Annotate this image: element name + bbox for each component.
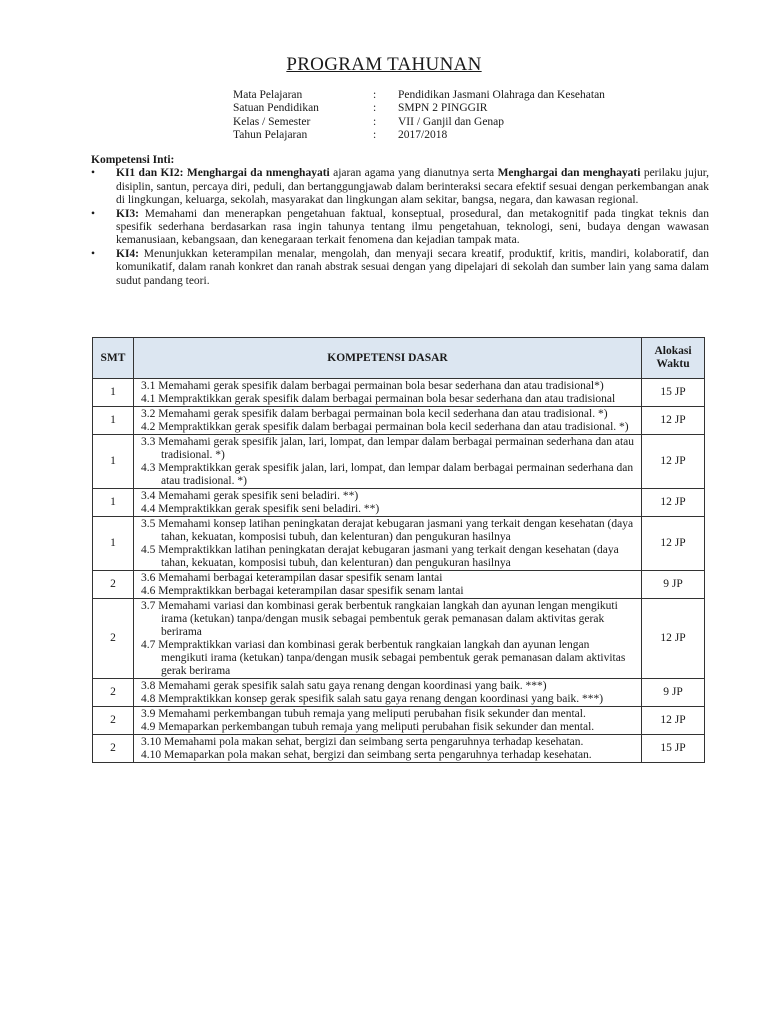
identity-colon: :: [373, 128, 377, 141]
identity-label: Kelas / Semester: [233, 115, 311, 128]
table-row: [93, 735, 705, 763]
header-kompetensi-dasar: KOMPETENSI DASAR: [134, 338, 642, 379]
identity-value: Pendidikan Jasmani Olahraga dan Kesehatan: [398, 89, 605, 101]
kompetensi-dasar-item: 3.5 Memahami konsep latihan peningkatan derajat kebugaran jasmani yang terkait dengan kesehatan (daya tahan, kekuatan, komposisi tubuh, dan kelenturan) dan pengukuran hasilnya: [141, 518, 634, 543]
kompetensi-dasar-cell: [134, 379, 642, 407]
semester-cell: 1: [93, 379, 134, 407]
semester-cell: 2: [93, 599, 134, 679]
ki-text: ajaran agama yang dianutnya serta: [329, 167, 498, 180]
ki-text: KI1 dan KI2: Menghargai da nmenghayati: [116, 167, 330, 180]
kompetensi-dasar-cell: [134, 679, 642, 707]
ki-text: Menghargai dan menghayati: [497, 167, 641, 180]
kompetensi-dasar-item: 4.9 Memaparkan perkembangan tubuh remaja yang meliputi perubahan fisik sekunder dan mental.: [141, 721, 595, 733]
kompetensi-dasar-item: 4.2 Mempraktikkan gerak spesifik dalam berbagai permainan bola kecil sederhana dan atau tradisional. *): [141, 421, 629, 433]
page-title: PROGRAM TAHUNAN: [286, 54, 482, 75]
identity-colon: :: [373, 115, 377, 128]
identity-value: VII / Ganjil dan Genap: [398, 115, 505, 128]
identity-row: [233, 89, 605, 102]
table-row: [93, 435, 705, 489]
header-smt: SMT: [93, 338, 134, 379]
kompetensi-dasar-item: 3.4 Memahami gerak spesifik seni beladiri. **): [141, 490, 359, 502]
table-row: [93, 599, 705, 679]
kompetensi-dasar-cell: [134, 707, 642, 735]
identity-label: Satuan Pendidikan: [233, 102, 319, 115]
alokasi-waktu-cell: 15 JP: [642, 735, 705, 763]
alokasi-waktu-cell: 12 JP: [642, 517, 705, 571]
ki-text: Menunjukkan keterampilan menalar, mengolah, dan menyaji secara kreatif, produktif, kritis, mandiri, kolaboratif, dan komunikatif, dalam ranah konkret dan ranah abstrak sesuai dengan yang dipelajari di sekolah dan sumber lain yang sama dalam sudut pandang teori.: [116, 247, 709, 287]
identity-row: [233, 102, 605, 115]
semester-cell: 1: [93, 407, 134, 435]
table-row: [93, 679, 705, 707]
kompetensi-dasar-cell: [134, 407, 642, 435]
kompetensi-dasar-cell: [134, 599, 642, 679]
kompetensi-dasar-item: 4.8 Mempraktikkan konsep gerak spesifik salah satu gaya renang dengan koordinasi yang baik. ***): [141, 693, 604, 705]
identity-label: Tahun Pelajaran: [233, 128, 308, 141]
ki-text: Memahami dan menerapkan pengetahuan faktual, konseptual, prosedural, dan metakognitif pada tingkat teknis dan spesifik sederhana berdasarkan rasa ingin tahunya tentang ilmu pengetahuan, teknologi, seni, budaya dengan wawasan kemanusiaan, kebangsaan, dan kenegaraan terkait fenomena dan kejadian tampak mata.: [116, 207, 709, 247]
alokasi-waktu-cell: 12 JP: [642, 707, 705, 735]
kompetensi-inti-list: [91, 167, 709, 288]
table-row: [93, 379, 705, 407]
kompetensi-dasar-item: 4.6 Mempraktikkan berbagai keterampilan dasar spesifik senam lantai: [141, 585, 464, 597]
semester-cell: 2: [93, 571, 134, 599]
kompetensi-dasar-item: 3.7 Memahami variasi dan kombinasi gerak berbentuk rangkaian langkah dan ayunan lengan mengikuti irama (ketukan) tanpa/dengan musik sebagai pembentuk gerak pemanasan dalam aktivitas gerak berirama: [141, 600, 618, 638]
kompetensi-dasar-item: 3.1 Memahami gerak spesifik dalam berbagai permainan bola besar sederhana dan atau tradisional*): [141, 380, 604, 392]
kompetensi-inti-section: [91, 154, 709, 288]
identity-value: SMPN 2 PINGGIR: [398, 102, 488, 115]
kompetensi-dasar-item: 4.4 Mempraktikkan gerak spesifik seni beladiri. **): [141, 503, 380, 515]
identity-value: 2017/2018: [398, 128, 448, 141]
identity-block: [233, 89, 605, 142]
semester-cell: 2: [93, 707, 134, 735]
identity-label: Mata Pelajaran: [233, 89, 303, 101]
semester-cell: 2: [93, 735, 134, 763]
table-row: [93, 489, 705, 517]
table-header-row: [93, 338, 705, 379]
semester-cell: 1: [93, 489, 134, 517]
kompetensi-dasar-item: 4.10 Memaparkan pola makan sehat, bergizi dan seimbang serta pengaruhnya terhadap kesehatan.: [141, 749, 592, 761]
kompetensi-dasar-item: 3.3 Memahami gerak spesifik jalan, lari, lompat, dan lempar dalam berbagai permainan sederhana dan atau tradisional. *): [141, 436, 635, 461]
kompetensi-dasar-item: 3.2 Memahami gerak spesifik dalam berbagai permainan bola kecil sederhana dan atau tradisional. *): [141, 408, 608, 420]
ki-text: perilaku jujur, disiplin, santun, percaya diri, peduli, dan bertanggungjawab dalam berinteraksi secara efektif sesuai dengan perkembangan anak di lingkungan, keluarga, sekolah, masyarakat dan lingkungan alam sekitar, bangsa, negara, dan kawasan regional.: [116, 167, 710, 207]
kompetensi-dasar-item: 3.6 Memahami berbagai keterampilan dasar spesifik senam lantai: [141, 572, 443, 584]
alokasi-waktu-cell: 15 JP: [642, 379, 705, 407]
alokasi-waktu-cell: 12 JP: [642, 407, 705, 435]
kompetensi-dasar-cell: [134, 489, 642, 517]
alokasi-waktu-cell: 12 JP: [642, 599, 705, 679]
kompetensi-dasar-item: 4.1 Mempraktikkan gerak spesifik dalam berbagai permainan bola besar sederhana dan atau tradisional: [141, 393, 616, 405]
kompetensi-dasar-cell: [134, 571, 642, 599]
alokasi-waktu-cell: 9 JP: [642, 679, 705, 707]
bullet-icon: •: [91, 207, 96, 220]
table-row: [93, 517, 705, 571]
semester-cell: 1: [93, 435, 134, 489]
kompetensi-dasar-item: 4.7 Mempraktikkan variasi dan kombinasi gerak berbentuk rangkaian langkah dan ayunan lengan mengikuti irama (ketukan) tanpa/dengan musik sebagai pembentuk gerak pemanasan dalam aktivitas gerak berirama: [141, 639, 626, 677]
kompetensi-dasar-cell: [134, 517, 642, 571]
kompetensi-dasar-item: 3.9 Memahami perkembangan tubuh remaja yang meliputi perubahan fisik sekunder dan mental.: [141, 708, 586, 720]
table-row: [93, 707, 705, 735]
ki-text: KI4:: [116, 247, 139, 260]
ki-text: KI3:: [116, 207, 139, 220]
kompetensi-dasar-cell: [134, 435, 642, 489]
semester-cell: 1: [93, 517, 134, 571]
ki-item: [91, 248, 709, 288]
table-row: [93, 407, 705, 435]
ki-item: [91, 167, 709, 207]
kompetensi-dasar-table: [92, 337, 705, 763]
ki-item: [91, 208, 709, 248]
alokasi-waktu-cell: 9 JP: [642, 571, 705, 599]
identity-row: [233, 116, 605, 129]
kompetensi-dasar-item: 4.5 Mempraktikkan latihan peningkatan derajat kebugaran jasmani yang terkait dengan kesehatan (daya tahan, kekuatan, komposisi tubuh, dan kelenturan) dan pengukuran hasilnya: [141, 544, 619, 569]
table-row: [93, 571, 705, 599]
kompetensi-inti-heading: Kompetensi Inti:: [91, 154, 175, 166]
header-alokasi-waktu: Alokasi Waktu: [642, 338, 705, 379]
alokasi-waktu-cell: 12 JP: [642, 489, 705, 517]
kompetensi-dasar-cell: [134, 735, 642, 763]
alokasi-waktu-cell: 12 JP: [642, 435, 705, 489]
bullet-icon: •: [91, 247, 96, 260]
identity-row: [233, 129, 605, 142]
kompetensi-dasar-item: 4.3 Mempraktikkan gerak spesifik jalan, lari, lompat, dan lempar dalam berbagai permainan sederhana dan atau tradisional. *): [141, 462, 634, 487]
kompetensi-dasar-item: 3.10 Memahami pola makan sehat, bergizi dan seimbang serta pengaruhnya terhadap kesehatan.: [141, 736, 584, 748]
kompetensi-dasar-item: 3.8 Memahami gerak spesifik salah satu gaya renang dengan koordinasi yang baik. ***): [141, 680, 547, 692]
semester-cell: 2: [93, 679, 134, 707]
identity-colon: :: [373, 102, 377, 115]
identity-colon: :: [373, 89, 377, 101]
bullet-icon: •: [91, 167, 96, 180]
